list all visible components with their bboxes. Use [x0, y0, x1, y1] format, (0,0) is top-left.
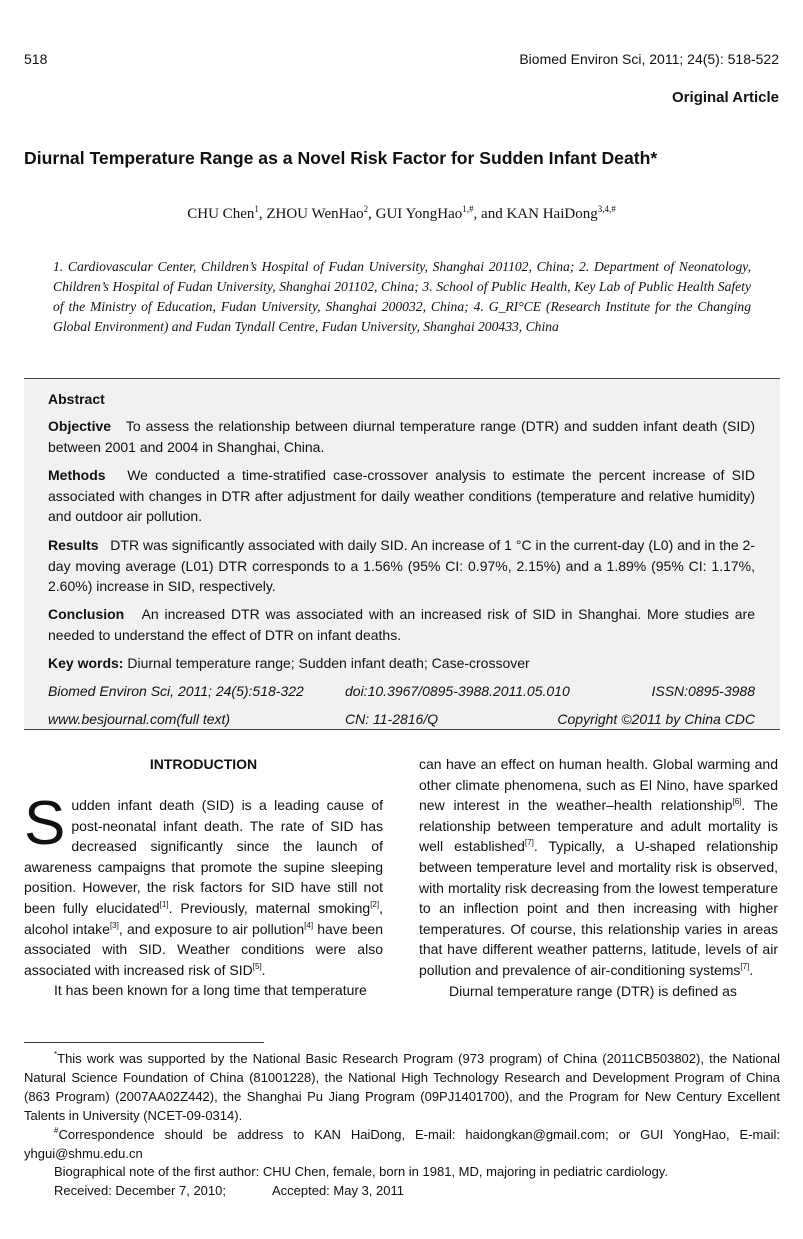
- objective-text: To assess the relationship between diurnal temperature range (DTR) and sudden infant death (SID) between 2001 and 2004 in Shanghai, China.: [48, 418, 756, 455]
- intro-paragraph-1: Sudden infant death (SID) is a leading cause of post-neonatal infant death. The rate of SID has decreased significantly since the launch of awareness campaigns that promote the supine sleeping position. However, the risk factors for SID have still not been fully elucidated[1]. Previously, maternal smoking[2], alcohol intake[3], and exposure to air pollution[4] have been associated with SID. Weather conditions were also associated with increased risk of SID[5].: [24, 789, 383, 978]
- keywords-text: Diurnal temperature range; Sudden infant death; Case-crossover: [127, 655, 530, 671]
- footnote-mark: *: [54, 1050, 58, 1059]
- citation-ref[interactable]: [1]: [159, 899, 169, 909]
- paper-title: Diurnal Temperature Range as a Novel Risk Factor for Sudden Infant Death*: [24, 148, 658, 168]
- website-link[interactable]: www.besjournal.com(full text): [48, 711, 231, 727]
- doi-link[interactable]: doi:10.3967/0895-3988.2011.05.010: [345, 683, 570, 699]
- abstract-heading: Abstract: [48, 391, 105, 407]
- affiliations: 1. Cardiovascular Center, Children’s Hospital of Fudan University, Shanghai 201102, China; 2. Department of Neonatology, Children’s Hospital of Fudan University, Shanghai 201102, China; 3. School of Public Health, Key Lab of Public Health Safety of the Ministry of Education, Fudan University, Shanghai 200032, China; 4. G_RI°CE (Research Institute for the Changing Global Environment) and Fudan Tyndall Centre, Fudan University, Shanghai 200433, China: [53, 259, 751, 334]
- intro-paragraph-3: can have an effect on human health. Global warming and other climate phenomena, such as El Nino, have sparked new interest in the weather–health relationship[6]. The relationship between temperature and adult mortality is well established[7]. Typically, a U-shaped relationship between temperature level and mortality risk is observed, with mortality risk decreasing from the lowest temperature to an inflection point and then increasing with higher temperatures. Of course, this relationship varies in areas that have different weather patterns, latitude, levels of air pollution and prevalence of air-conditioning systems[7].: [419, 756, 778, 978]
- cn-number: CN: 11-2816/Q: [345, 711, 439, 727]
- author-separator: ,: [258, 206, 267, 222]
- citation-ref[interactable]: [2]: [370, 899, 380, 909]
- citation: Biomed Environ Sci, 2011; 24(5):518-322: [48, 683, 304, 699]
- accepted-date: Accepted: May 3, 2011: [271, 1183, 404, 1198]
- results-text: DTR was significantly associated with daily SID. An increase of 1 °C in the current-day (L0) and in the 2-day moving average (L01) DTR corresponds to a 1.56% (95% CI: 0.97%, 2.15%) and a 1.89% (95% CI: 1.17%, 2.60%) increase in SID, respectively.: [48, 537, 756, 595]
- author-separator: ,: [368, 206, 376, 222]
- received-date: Received: December 7, 2010;: [54, 1183, 226, 1198]
- bio-note: Biographical note of the first author: CHU Chen, female, born in 1981, MD, majoring in pediatric cardiology.: [54, 1164, 668, 1179]
- author-affil-mark: 1: [254, 204, 259, 214]
- objective-label: Objective: [48, 418, 112, 434]
- right-column: [419, 754, 778, 1001]
- citation-ref[interactable]: [3]: [109, 920, 119, 930]
- abstract-methods: [48, 465, 755, 527]
- left-column: [24, 789, 383, 1001]
- citation-ref[interactable]: [7]: [740, 961, 750, 971]
- abstract-box: [24, 378, 780, 730]
- dates-row: [54, 1181, 803, 1200]
- author-affil-mark: 3,4,#: [597, 204, 616, 214]
- methods-text: We conducted a time-stratified case-crossover analysis to estimate the percent increase of SID associated with changes in DTR after adjustment for daily weather conditions (temperature and relative humidity) and outdoor air pollution.: [48, 467, 755, 525]
- journal-citation: Biomed Environ Sci, 2011; 24(5): 518-522: [519, 51, 779, 67]
- keywords-label: Key words:: [48, 655, 124, 671]
- copyright: Copyright ©2011 by China CDC: [557, 711, 755, 727]
- citation-ref[interactable]: [6]: [732, 797, 742, 807]
- footnote-mark: #: [54, 1126, 59, 1135]
- author-name: KAN HaiDong: [506, 206, 598, 222]
- author-name: CHU Chen: [187, 206, 255, 222]
- author-list: [0, 206, 803, 223]
- author-separator: , and: [473, 206, 507, 222]
- author-name: GUI YongHao: [375, 206, 463, 222]
- author-affil-mark: 1,#: [462, 204, 474, 214]
- abstract-results: [48, 535, 755, 597]
- author-affil-mark: 2: [363, 204, 369, 214]
- conclusion-label: Conclusion: [48, 606, 125, 622]
- footnote-divider: [24, 1042, 264, 1043]
- issn: ISSN:0895-3988: [651, 683, 755, 699]
- citation-ref[interactable]: [5]: [252, 961, 262, 971]
- intro-paragraph-2: It has been known for a long time that temperature: [54, 982, 367, 999]
- author-name: ZHOU WenHao: [266, 206, 364, 222]
- page-number: 518: [24, 51, 48, 67]
- conclusion-text: An increased DTR was associated with an increased risk of SID in Shanghai. More studies are needed to understand the effect of DTR on infant deaths.: [48, 606, 756, 643]
- intro-paragraph-4: Diurnal temperature range (DTR) is defined as: [449, 982, 737, 999]
- article-type: Original Article: [672, 89, 779, 106]
- citation-ref[interactable]: [7]: [524, 838, 534, 848]
- citation-ref[interactable]: [4]: [304, 920, 314, 930]
- methods-label: Methods: [48, 467, 106, 483]
- keywords: [48, 653, 755, 674]
- results-label: Results: [48, 537, 99, 553]
- abstract-conclusion: [48, 604, 755, 645]
- correspondence-footnote: #Correspondence should be address to KAN HaiDong, E-mail: haidongkan@gmail.com; or GUI YongHao, E-mail: yhgui@shmu.edu.cn: [24, 1126, 780, 1161]
- intro-heading: INTRODUCTION: [149, 756, 258, 772]
- dropcap: S: [24, 789, 66, 858]
- abstract-objective: [48, 416, 755, 457]
- funding-footnote: *This work was supported by the National Basic Research Program (973 program) of China (2011CB503802), the National Natural Science Foundation of China (81001228), the National High Technology Research and Development Program of China (863 Program) (2007AA02Z442), the Shanghai Pu Jiang Program (09PJ1401700), and the Program for New Century Excellent Talents in University (NCET-09-0314).: [24, 1050, 780, 1123]
